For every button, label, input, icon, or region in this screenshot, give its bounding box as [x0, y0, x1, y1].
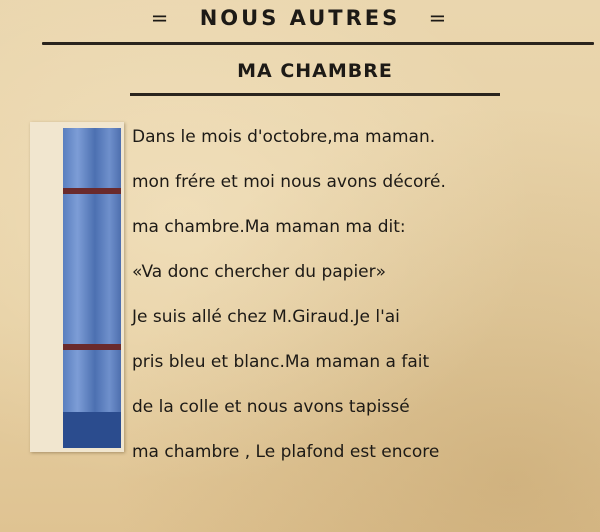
- header-equals-left: =: [150, 6, 172, 30]
- journal-title: NOUS AUTRES: [199, 6, 401, 30]
- wallpaper-band: [63, 344, 121, 350]
- wallpaper-sample: [30, 122, 124, 452]
- text-line: de la colle et nous avons tapissé: [132, 397, 410, 417]
- text-line: ma chambre.Ma maman ma dit:: [132, 217, 406, 237]
- story-text: [132, 124, 562, 484]
- wallpaper-dark-section: [63, 412, 121, 448]
- wallpaper-blue-strip: [63, 128, 121, 448]
- text-line: pris bleu et blanc.Ma maman a fait: [132, 352, 430, 372]
- title-rule: [130, 93, 500, 96]
- header-rule: [42, 42, 594, 45]
- text-line: ma chambre , Le plafond est encore: [132, 442, 440, 462]
- header-equals-right: =: [428, 6, 450, 30]
- wallpaper-band: [63, 188, 121, 194]
- text-line: Je suis allé chez M.Giraud.Je l'ai: [132, 307, 400, 327]
- section-title: MA CHAMBRE: [237, 60, 393, 82]
- journal-header: [0, 6, 600, 30]
- text-line: mon frére et moi nous avons décoré.: [132, 172, 446, 192]
- text-line: «Va donc chercher du papier»: [132, 262, 387, 282]
- text-line: Dans le mois d'octobre,ma maman.: [132, 127, 436, 147]
